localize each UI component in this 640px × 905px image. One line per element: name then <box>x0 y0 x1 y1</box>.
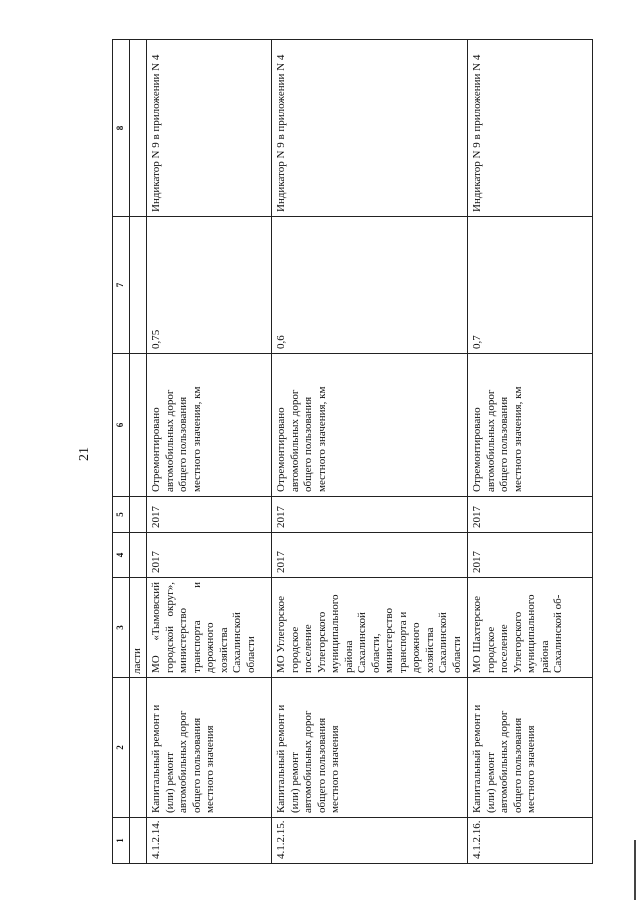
table-row <box>468 40 593 864</box>
row-link: Индикатор N 9 в приложении N 4 <box>272 40 468 217</box>
row-start: 2017 <box>147 533 272 578</box>
header-cell: 1 <box>113 818 130 864</box>
header-cell: 2 <box>113 678 130 818</box>
row-name: Капитальный ремонт и (или) ремонт автомобильных дорог общего пользования местного значения <box>468 678 593 818</box>
header-cell: 5 <box>113 497 130 533</box>
row-end: 2017 <box>272 497 468 533</box>
row-name: Капитальный ремонт и (или) ремонт автомобильных дорог общего пользования местного значения <box>147 678 272 818</box>
row-start: 2017 <box>272 533 468 578</box>
row-link: Индикатор N 9 в приложении N 4 <box>468 40 593 217</box>
scan-mark <box>634 840 636 900</box>
row-number: 4.1.2.14. <box>147 818 272 864</box>
row-executor: МО «Тымовский городской округ», министерство транспорта и дорожного хозяйства Сахалинской области <box>147 578 272 678</box>
row-end: 2017 <box>147 497 272 533</box>
row-end: 2017 <box>468 497 593 533</box>
row-value: 0,75 <box>147 217 272 354</box>
header-cell: 3 <box>113 578 130 678</box>
carry-over-text: ласти <box>130 578 147 678</box>
row-number: 4.1.2.15. <box>272 818 468 864</box>
header-cell: 7 <box>113 217 130 354</box>
row-number: 4.1.2.16. <box>468 818 593 864</box>
header-cell: 6 <box>113 354 130 497</box>
header-cell: 4 <box>113 533 130 578</box>
row-name: Капитальный ремонт и (или) ремонт автомобильных дорог общего пользования местного значения <box>272 678 468 818</box>
row-indicator: Отремонтировано автомобильных дорог общего пользования местного значения, км <box>147 354 272 497</box>
row-indicator: Отремонтировано автомобильных дорог общего пользования местного значения, км <box>468 354 593 497</box>
header-row <box>113 40 130 864</box>
header-cell: 8 <box>113 40 130 217</box>
row-value: 0,7 <box>468 217 593 354</box>
row-indicator: Отремонтировано автомобильных дорог общего пользования местного значения, км <box>272 354 468 497</box>
row-link: Индикатор N 9 в приложении N 4 <box>147 40 272 217</box>
row-executor: МО Шахтерское городское поселение Углегорского муниципального района Сахалинской об- <box>468 578 593 678</box>
row-value: 0,6 <box>272 217 468 354</box>
program-table <box>112 40 564 864</box>
table-row <box>147 40 272 864</box>
carry-over-row <box>130 40 147 864</box>
page-number: 21 <box>77 447 92 461</box>
row-start: 2017 <box>468 533 593 578</box>
row-executor: МО Углегорское городское поселение Углегорского муниципального района Сахалинской области, министерство транспорта и дорожного хозяйства Сахалинской области <box>272 578 468 678</box>
table-row <box>272 40 468 864</box>
